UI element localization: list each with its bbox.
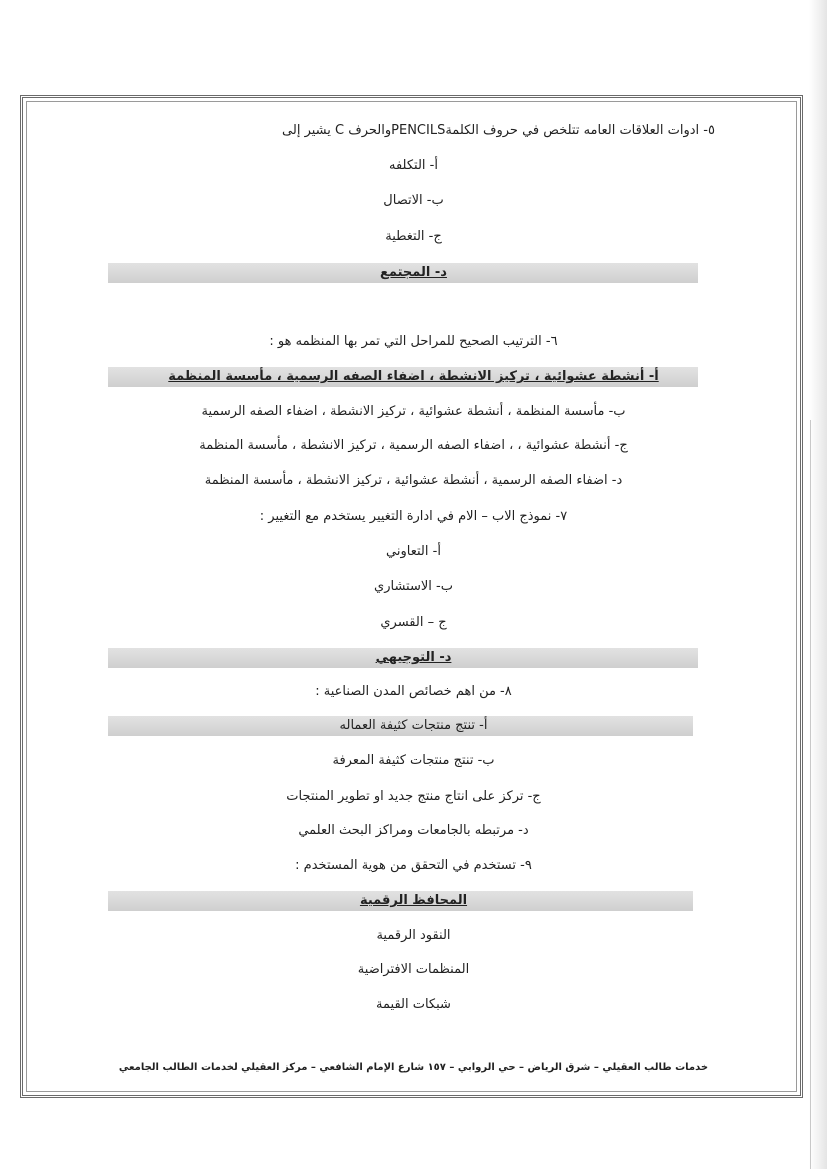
q6-option-c: ج- أنشطة عشوائية ، ، اضفاء الصفه الرسمية ، تركيز الانشطة ، مأسسة المنظمة xyxy=(199,438,628,453)
q7-option-a: أ- التعاوني xyxy=(386,544,441,559)
q8-question: ٨- من اهم خصائص المدن الصناعية : xyxy=(315,684,512,699)
q5-answer: د- المجتمع xyxy=(380,265,447,280)
q8-option-b: ب- تنتج منتجات كثيفة المعرفة xyxy=(332,753,495,768)
footer-text: خدمات طالب العقيلي – شرق الرياض – حي الروابي – ١٥٧ شارع الإمام الشافعي – مركز العقيلي لخدمات الطالب الجامعي xyxy=(118,1062,709,1073)
q9-answer: المحافظ الرقمية xyxy=(359,893,468,908)
q6-option-d: د- اضفاء الصفه الرسمية ، أنشطة عشوائية ، تركيز الانشطة ، مأسسة المنظمة xyxy=(204,473,623,488)
q9-option-2: المنظمات الافتراضية xyxy=(357,962,470,977)
q6-question: ٦- الترتيب الصحيح للمراحل التي تمر بها المنظمه هو : xyxy=(269,334,558,349)
q7-question: ٧- نموذج الاب – الام في ادارة التغيير يستخدم مع التغيير : xyxy=(259,509,568,524)
q9-option-1: النقود الرقمية xyxy=(376,928,451,943)
q5-option-c: ج- التغطية xyxy=(385,229,442,244)
q9-question: ٩- تستخدم في التحقق من هوية المستخدم : xyxy=(295,858,532,873)
q8-option-d: د- مرتبطه بالجامعات ومراكز البحث العلمي xyxy=(298,823,529,838)
q7-answer: د- التوجيهي xyxy=(375,650,452,665)
q8-answer: أ- تنتج منتجات كثيفة العماله xyxy=(339,718,488,733)
q7-option-b: ب- الاستشاري xyxy=(374,579,453,594)
q8-option-c: ج- تركز على انتاج منتج جديد او تطوير المنتجات xyxy=(286,789,541,804)
q5-option-a: أ- التكلفه xyxy=(389,158,438,173)
q7-option-c: ج – القسري xyxy=(380,615,447,630)
q5-option-b: ب- الاتصال xyxy=(383,193,444,208)
q5-question: ٥- ادوات العلاقات العامه تتلخص في حروف الكلمةPENCILSوالحرف C يشير إلى xyxy=(282,123,715,138)
q9-option-3: شبكات القيمة xyxy=(376,997,451,1012)
q6-answer: أ- أنشطة عشوائية ، تركيز الانشطة ، اضفاء الصفه الرسمية ، مأسسة المنظمة xyxy=(168,369,659,384)
q6-option-b: ب- مأسسة المنظمة ، أنشطة عشوائية ، تركيز الانشطة ، اضفاء الصفه الرسمية xyxy=(201,404,626,419)
